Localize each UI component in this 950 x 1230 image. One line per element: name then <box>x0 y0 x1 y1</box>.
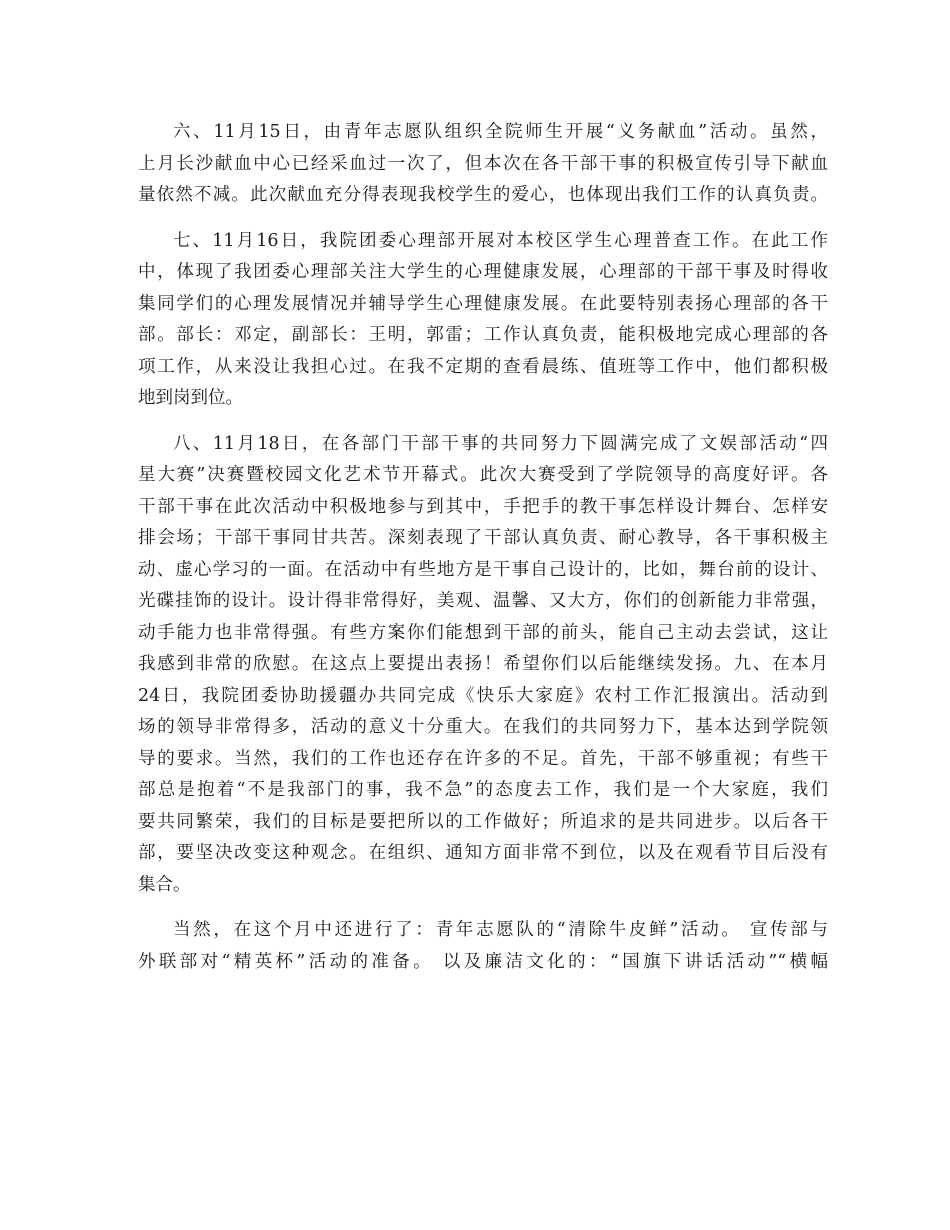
text-line: 当然，在这个月中还进行了：青年志愿队的“清除牛皮鲜”活动。 宣传部与 <box>173 920 828 940</box>
paragraph-other-activities <box>138 915 828 978</box>
text-line: 六、11月15日，由青年志愿队组织全院师生开展“义务献血”活动。虽然， <box>173 122 828 142</box>
text-line: 八、11月18日，在各部门干部干事的共同努力下圆满完成了文娱部活动“四 <box>173 433 828 454</box>
text-line: 动、虚心学习的一面。在活动中有些地方是干事自己设计的，比如，舞台前的设计、 <box>138 559 828 580</box>
text-line: 地到岗到位。 <box>138 388 243 408</box>
text-line: 我感到非常的欣慰。在这点上要提出表扬！希望你们以后能继续发扬。九、在本月 <box>138 654 828 674</box>
text-line: 场的领导非常得多，活动的意义十分重大。在我们的共同努力下，基本达到学院领 <box>138 717 828 737</box>
text-line: 中，体现了我团委心理部关注大学生的心理健康发展，心理部的干部干事及时得收 <box>138 262 828 282</box>
text-line: 动手能力也非常得强。有些方案你们能想到干部的前头，能自己主动去尝试，这让 <box>138 622 828 643</box>
paragraph-four-star-contest <box>138 429 828 902</box>
text-line: 光碟挂饰的设计。设计得非常得好，美观、温馨、又大方，你们的创新能力非常强， <box>138 591 828 611</box>
paragraph-blood-donation <box>138 117 828 212</box>
text-line: 部总是抱着“不是我部门的事，我不急”的态度去工作，我们是一个大家庭，我们 <box>138 780 828 800</box>
text-line: 要共同繁荣，我们的目标是要把所以的工作做好；所追求的是共同进步。以后各干 <box>138 811 828 832</box>
text-line: 排会场；干部干事同甘共苦。深刻表现了干部认真负责、耐心教导，各干事积极主 <box>138 528 828 548</box>
paragraph-psychology-survey <box>138 226 828 415</box>
text-line: 项工作，从来没让我担心过。在我不定期的查看晨练、值班等工作中，他们都积极 <box>138 356 828 377</box>
text-line: 干部干事在此次活动中积极地参与到其中，手把手的教干事怎样设计舞台、怎样安 <box>138 496 828 517</box>
text-line: 量依然不减。此次献血充分得表现我校学生的爱心，也体现出我们工作的认真负责。 <box>138 185 828 205</box>
text-line: 24日，我院团委协助援疆办共同完成《快乐大家庭》农村工作汇报演出。活动到 <box>138 685 828 706</box>
text-line: 星大赛”决赛暨校园文化艺术节开幕式。此次大赛受到了学院领导的高度好评。各 <box>138 465 828 485</box>
text-line: 上月长沙献血中心已经采血过一次了，但本次在各干部干事的积极宣传引导下献血 <box>138 153 828 174</box>
text-line: 部，要坚决改变这种观念。在组织、通知方面非常不到位，以及在观看节目后没有 <box>138 843 828 863</box>
text-line: 导的要求。当然，我们的工作也还存在许多的不足。首先，干部不够重视；有些干 <box>138 748 828 769</box>
text-line: 七、11月16日，我院团委心理部开展对本校区学生心理普查工作。在此工作 <box>173 230 828 251</box>
text-line: 集同学们的心理发展情况并辅导学生心理健康发展。在此要特别表扬心理部的各干 <box>138 293 828 314</box>
text-line: 部。部长：邓定，副部长：王明，郭雷；工作认真负责，能积极地完成心理部的各 <box>138 325 828 345</box>
text-line: 外联部对“精英杯”活动的准备。 以及廉洁文化的：“国旗下讲话活动”“横幅 <box>138 951 828 972</box>
document-body <box>138 117 828 992</box>
text-line: 集合。 <box>138 874 191 895</box>
